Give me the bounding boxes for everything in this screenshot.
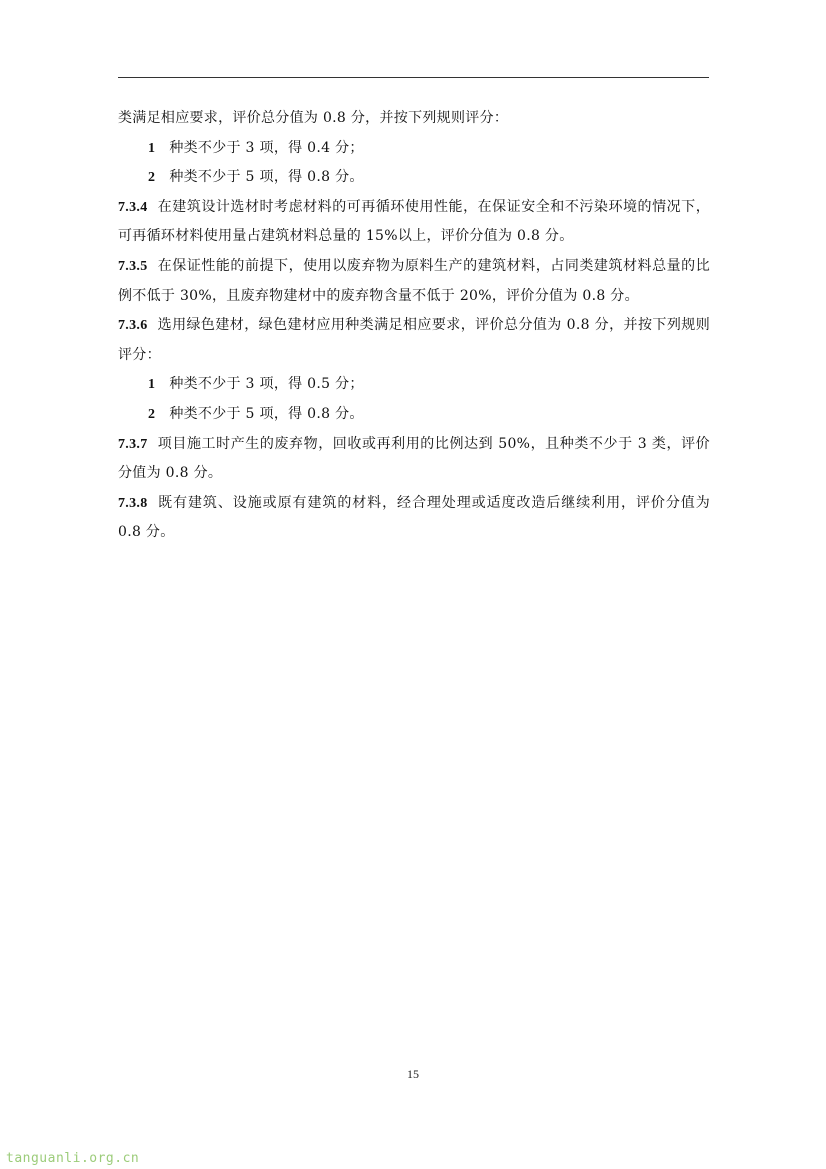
clause-7-3-8-text: 既有建筑、设施或原有建筑的材料，经合理处理或适度改造后继续利用，评价分值为 0.8 分。 xyxy=(118,494,710,541)
clause-7-3-7-text: 项目施工时产生的废弃物，回收或再利用的比例达到 50%，且种类不少于 3 类，评价分值为 0.8 分。 xyxy=(118,435,710,482)
clause-7-3-5-number: 7.3.5 xyxy=(118,258,148,274)
list-a-item-2-text: 种类不少于 5 项，得 0.8 分。 xyxy=(169,169,364,186)
clause-7-3-4 xyxy=(118,193,710,252)
list-a-item-2 xyxy=(118,163,710,193)
list-a-item-1 xyxy=(118,134,710,164)
clause-7-3-4-text: 在建筑设计选材时考虑材料的可再循环使用性能，在保证安全和不污染环境的情况下，可再循环材料使用量占建筑材料总量的 15%以上，评价分值为 0.8 分。 xyxy=(118,198,710,245)
header-rule xyxy=(118,77,709,78)
list-b-item-1-number: 1 xyxy=(148,377,156,393)
list-b-item-2 xyxy=(118,400,710,430)
clause-7-3-5-text: 在保证性能的前提下，使用以废弃物为原料生产的建筑材料，占同类建筑材料总量的比例不低于 30%，且废弃物建材中的废弃物含量不低于 20%，评价分值为 0.8 分。 xyxy=(118,257,710,304)
list-a-item-1-text: 种类不少于 3 项，得 0.4 分； xyxy=(169,139,364,156)
list-a-item-1-number: 1 xyxy=(148,140,156,156)
list-b-item-1 xyxy=(118,370,710,400)
list-b-item-2-number: 2 xyxy=(148,406,156,422)
list-b-item-2-text: 种类不少于 5 项，得 0.8 分。 xyxy=(169,405,364,422)
clause-7-3-5 xyxy=(118,252,710,311)
clause-7-3-8-number: 7.3.8 xyxy=(118,495,148,511)
list-a-item-2-number: 2 xyxy=(148,170,156,186)
clause-7-3-6 xyxy=(118,311,710,370)
clause-7-3-6-number: 7.3.6 xyxy=(118,318,148,334)
watermark: tanguanli.org.cn xyxy=(6,1151,140,1166)
intro-continuation: 类满足相应要求，评价总分值为 0.8 分，并按下列规则评分： xyxy=(118,110,509,126)
document-body xyxy=(118,104,710,548)
page-number: 15 xyxy=(407,1067,419,1081)
clause-7-3-8 xyxy=(118,489,710,548)
clause-7-3-6-text: 选用绿色建材，绿色建材应用种类满足相应要求，评价总分值为 0.8 分，并按下列规则评分： xyxy=(118,317,710,363)
list-b-item-1-text: 种类不少于 3 项，得 0.5 分； xyxy=(169,376,364,393)
clause-7-3-7 xyxy=(118,430,710,489)
clause-7-3-7-number: 7.3.7 xyxy=(118,436,148,452)
clause-7-3-4-number: 7.3.4 xyxy=(118,199,148,215)
